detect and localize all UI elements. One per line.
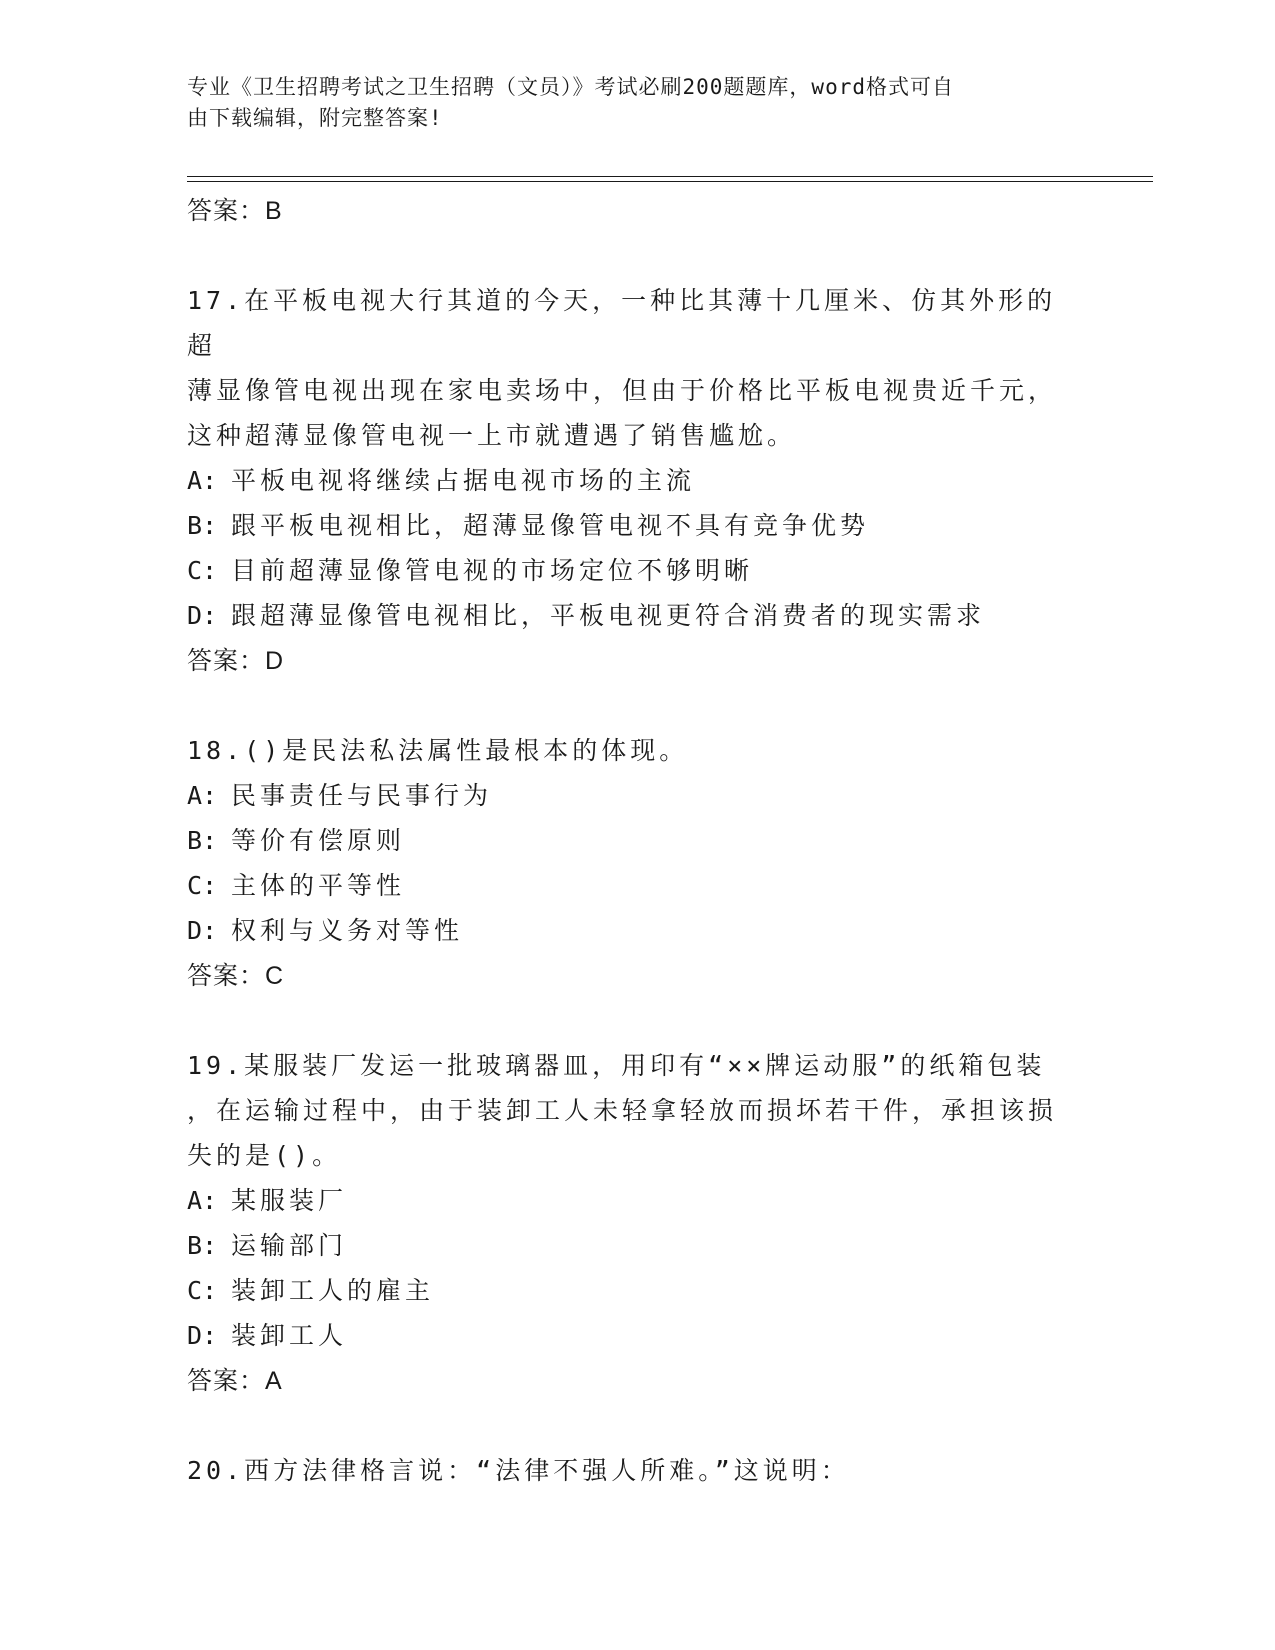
question-19: [187, 1043, 1067, 1404]
option-text: 主体的平等性: [231, 871, 406, 900]
option-a: [187, 773, 1067, 818]
answer-line: 答案：A: [187, 1367, 283, 1395]
answer-line: 答案：C: [187, 962, 285, 990]
option-text: 平板电视将继续占据电视市场的主流: [231, 466, 696, 495]
spacer: [187, 1404, 1067, 1448]
option-c: [187, 548, 1067, 593]
option-text: 运输部门: [231, 1231, 348, 1260]
question-list: [187, 188, 1067, 1493]
spacer: [187, 684, 1067, 728]
option-b: [187, 1223, 1067, 1268]
header-title-line-2: 由下载编辑，附完整答案!: [187, 106, 443, 130]
option-c: [187, 863, 1067, 908]
option-d: [187, 908, 1067, 953]
option-text: 跟超薄显像管电视相比，平板电视更符合消费者的现实需求: [231, 601, 986, 630]
option-letter: B:: [187, 1231, 218, 1260]
option-text: 目前超薄显像管电视的市场定位不够明晰: [231, 556, 754, 585]
option-letter: A:: [187, 1186, 218, 1215]
question-text-line: 17.在平板电视大行其道的今天，一种比其薄十几厘米、仿其外形的超: [187, 286, 1057, 360]
option-a: [187, 1178, 1067, 1223]
option-text: 装卸工人: [231, 1321, 348, 1350]
option-c: [187, 1268, 1067, 1313]
question-text-line: 这种超薄显像管电视一上市就遭遇了销售尴尬。: [187, 421, 797, 450]
option-letter: B:: [187, 511, 218, 540]
option-b: [187, 503, 1067, 548]
question-text-line: 18.()是民法私法属性最根本的体现。: [187, 736, 689, 765]
question-text-line: 19.某服装厂发运一批玻璃器皿，用印有“××牌运动服”的纸箱包装: [187, 1051, 1046, 1080]
option-text: 跟平板电视相比，超薄显像管电视不具有竞争优势: [231, 511, 870, 540]
option-text: 民事责任与民事行为: [231, 781, 493, 810]
question-17: [187, 278, 1067, 684]
option-d: [187, 1313, 1067, 1358]
document-header: [187, 72, 1067, 134]
option-letter: C:: [187, 1276, 218, 1305]
header-divider: [187, 176, 1153, 177]
question-18: [187, 728, 1067, 999]
option-text: 某服装厂: [231, 1186, 348, 1215]
option-a: [187, 458, 1067, 503]
option-letter: C:: [187, 556, 218, 585]
option-letter: C:: [187, 871, 218, 900]
header-title-line-1: 专业《卫生招聘考试之卫生招聘（文员）》考试必刷200题题库，word格式可自: [187, 75, 954, 99]
answer-line: 答案：D: [187, 647, 285, 675]
option-letter: A:: [187, 781, 218, 810]
question-text-line: ，在运输过程中，由于装卸工人未轻拿轻放而损坏若干件，承担该损: [187, 1096, 1058, 1125]
question-20: [187, 1448, 1067, 1493]
option-d: [187, 593, 1067, 638]
header-divider: [187, 181, 1153, 182]
option-letter: B:: [187, 826, 218, 855]
question-text-line: 薄显像管电视出现在家电卖场中，但由于价格比平板电视贵近千元，: [187, 376, 1058, 405]
question-text-line: 失的是()。: [187, 1141, 342, 1170]
option-letter: A:: [187, 466, 218, 495]
option-letter: D:: [187, 601, 218, 630]
question-text-line: 20.西方法律格言说：“法律不强人所难。”这说明：: [187, 1456, 850, 1485]
answer-line: 答案：B: [187, 197, 283, 225]
spacer: [187, 234, 1067, 278]
option-letter: D:: [187, 916, 218, 945]
option-b: [187, 818, 1067, 863]
option-letter: D:: [187, 1321, 218, 1350]
option-text: 等价有偿原则: [231, 826, 406, 855]
spacer: [187, 999, 1067, 1043]
option-text: 装卸工人的雇主: [231, 1276, 435, 1305]
option-text: 权利与义务对等性: [231, 916, 464, 945]
